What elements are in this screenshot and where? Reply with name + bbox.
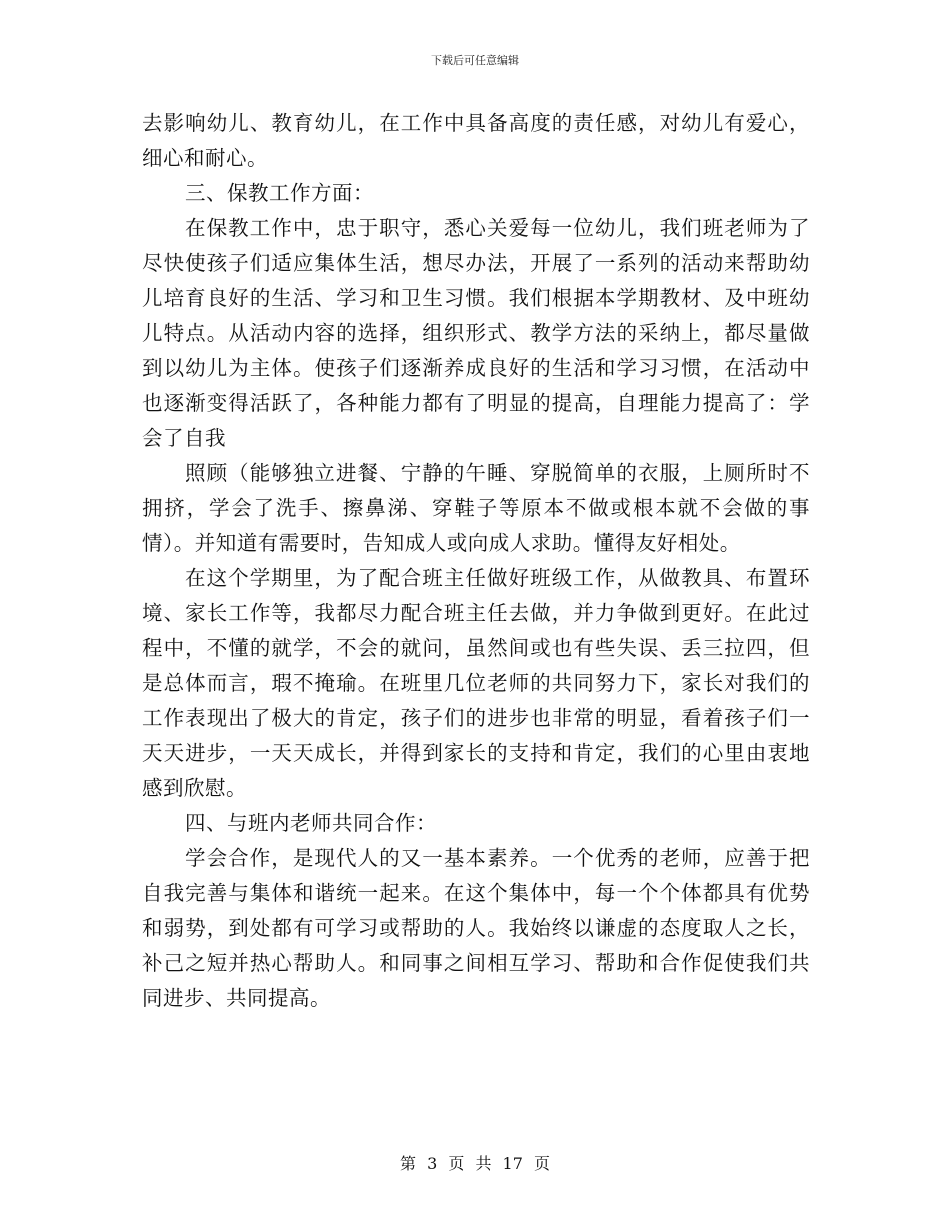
paragraph: 照顾（能够独立进餐、宁静的午睡、穿脱简单的衣服，上厕所时不拥挤，学会了洗手、擦鼻涕、穿鞋子等原本不做或根本就不会做的事情）。并知道有需要时，告知成人或向成人求助。懂得友好相处。 <box>142 461 810 555</box>
document-body <box>142 106 810 1016</box>
paragraph: 学会合作，是现代人的又一基本素养。一个优秀的老师，应善于把自我完善与集体和谐统一起来。在这个集体中，每一个个体都具有优势和弱势，到处都有可学习或帮助的人。我始终以谦虚的态度取人之长，补己之短并热心帮助人。和同事之间相互学习、帮助和合作促使我们共同进步、共同提高。 <box>142 846 810 1010</box>
section-heading: 四、与班内老师共同合作： <box>185 811 437 835</box>
section-heading: 三、保教工作方面： <box>185 181 374 205</box>
paragraph: 在保教工作中，忠于职守，悉心关爱每一位幼儿，我们班老师为了尽快使孩子们适应集体生活，想尽办法，开展了一系列的活动来帮助幼儿培育良好的生活、学习和卫生习惯。我们根据本学期教材、及中班幼儿特点。从活动内容的选择，组织形式、教学方法的采纳上，都尽量做到以幼儿为主体。使孩子们逐渐养成良好的生活和学习习惯，在活动中也逐渐变得活跃了，各种能力都有了明显的提高，自理能力提高了：学会了自我 <box>142 216 810 450</box>
page-number-footer: 第 3 页 共 17 页 <box>400 1154 550 1173</box>
page-header: 下载后可任意编辑 <box>431 54 519 67</box>
paragraph: 去影响幼儿、教育幼儿，在工作中具备高度的责任感，对幼儿有爱心，细心和耐心。 <box>142 111 810 170</box>
paragraph: 在这个学期里，为了配合班主任做好班级工作，从做教具、布置环境、家长工作等，我都尽力配合班主任去做，并力争做到更好。在此过程中，不懂的就学，不会的就问，虽然间或也有些失误、丢三拉四，但是总体而言，瑕不掩瑜。在班里几位老师的共同努力下，家长对我们的工作表现出了极大的肯定，孩子们的进步也非常的明显，看着孩子们一天天进步，一天天成长，并得到家长的支持和肯定，我们的心里由衷地感到欣慰。 <box>142 566 810 800</box>
